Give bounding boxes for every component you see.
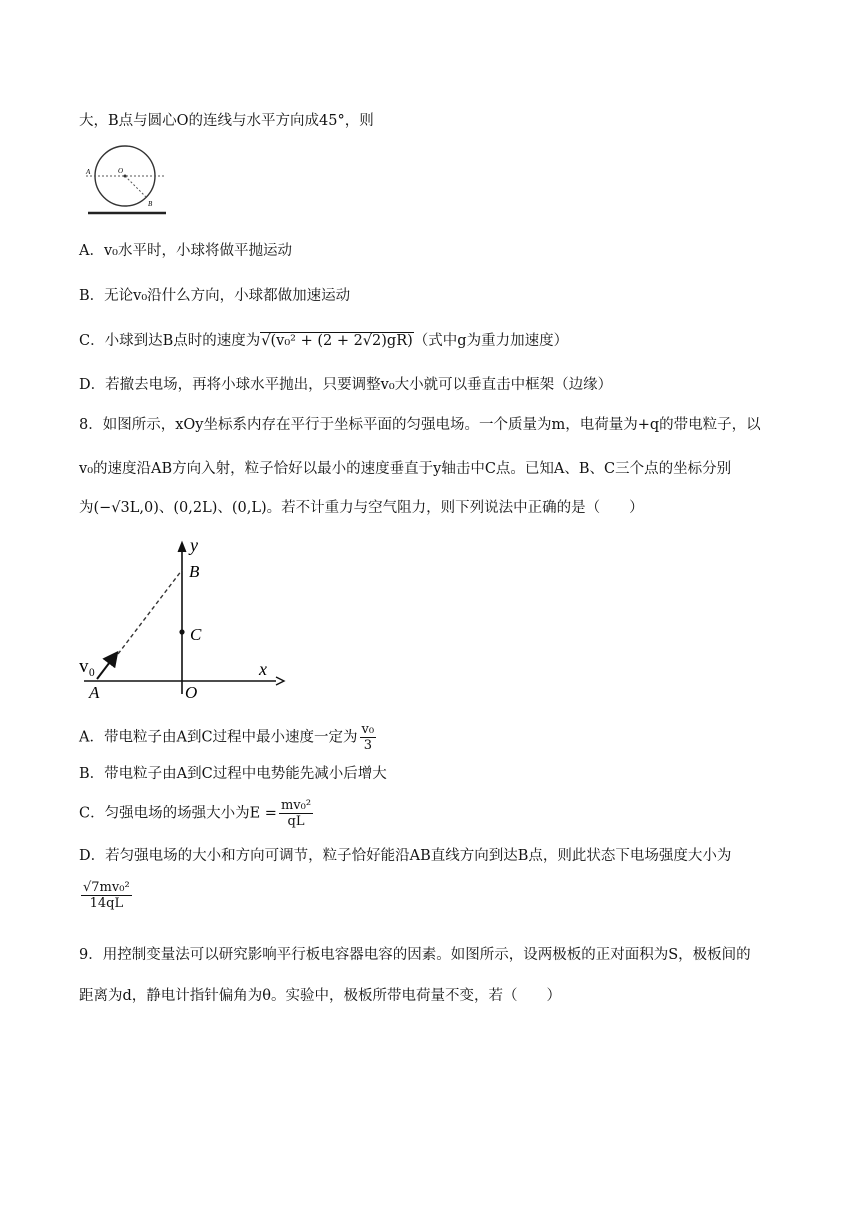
q7-option-d: D．若撤去电场，再将小球水平抛出，只要调整v₀大小就可以垂直击中框架（边缘） (79, 377, 613, 393)
q8-label-c: C (190, 625, 202, 644)
q7-label-o: O (118, 167, 124, 175)
q8-option-c-den: qL (287, 814, 305, 829)
q8-label-o: O (185, 683, 198, 702)
q8-option-a-prefix: A．带电粒子由A到C过程中最小速度一定为 (79, 729, 358, 746)
q8-option-d: D．若匀强电场的大小和方向可调节，粒子恰好能沿AB直线方向到达B点，则此状态下电场强度大小为 (79, 848, 732, 864)
q8-label-v0: v₀ (79, 656, 96, 677)
q8-label-y: y (190, 535, 198, 555)
q8-option-a-den: 3 (363, 738, 372, 753)
q8-option-c-num: mv₀² (280, 798, 312, 813)
q7-option-c (79, 331, 568, 351)
q8-stem-line-2: v₀的速度沿AB方向入射，粒子恰好以最小的速度垂直于y轴击中C点。已知A、B、C三个点的坐标分别 (79, 461, 732, 477)
q7-option-b: B．无论v₀沿什么方向，小球都做加速运动 (79, 288, 351, 304)
q8-option-c (79, 798, 315, 829)
q7-option-c-suffix: （式中g为重力加速度） (413, 333, 569, 349)
q8-label-a: A (89, 683, 100, 702)
q8-option-d-num: √7mv₀² (83, 880, 130, 895)
q8-option-c-fraction (279, 798, 313, 829)
q7-label-a: A (86, 168, 91, 176)
q7-option-c-prefix: C．小球到达B点时的速度为 (79, 333, 261, 349)
q8-stem-line-3: 为(−√3L,0)、(0,2L)、(0,L)。若不计重力与空气阻力，则下列说法中正确的是（ ） (79, 500, 644, 516)
q8-coordinate-figure (78, 534, 288, 704)
q8-option-b: B．带电粒子由A到C过程中电势能先减小后增大 (79, 766, 387, 782)
q8-option-d-den: 14qL (89, 896, 124, 911)
q8-option-d-answer (79, 880, 134, 911)
q8-option-c-prefix: C．匀强电场的场强大小为E = (79, 805, 277, 822)
q7-stem-tail: 大，B点与圆心O的连线与水平方向成45°，则 (79, 113, 374, 129)
q7-option-a: A．v₀水平时，小球将做平抛运动 (79, 243, 292, 259)
q9-stem-line-2: 距离为d，静电计指针偏角为θ。实验中，极板所带电荷量不变，若（ ） (79, 988, 562, 1004)
q8-label-x: x (259, 659, 267, 679)
q7-figure-circle-frame (84, 144, 174, 218)
q8-label-b: B (189, 562, 200, 581)
q7-option-c-expr: √(v₀² + (2 + 2√2)gR) (261, 333, 413, 349)
q8-option-a-num: v₀ (361, 722, 375, 737)
q9-stem-line-1: 9．用控制变量法可以研究影响平行板电容器电容的因素。如图所示，设两极板的正对面积为S，极板间的 (79, 947, 751, 963)
q8-option-d-fraction (81, 880, 132, 911)
q7-label-b: B (148, 200, 153, 208)
q8-option-a (79, 722, 378, 753)
q8-option-a-fraction (360, 722, 377, 753)
q8-stem-line-1: 8．如图所示，xOy坐标系内存在平行于坐标平面的匀强电场。一个质量为m，电荷量为+q的带电粒子，以 (79, 417, 761, 433)
